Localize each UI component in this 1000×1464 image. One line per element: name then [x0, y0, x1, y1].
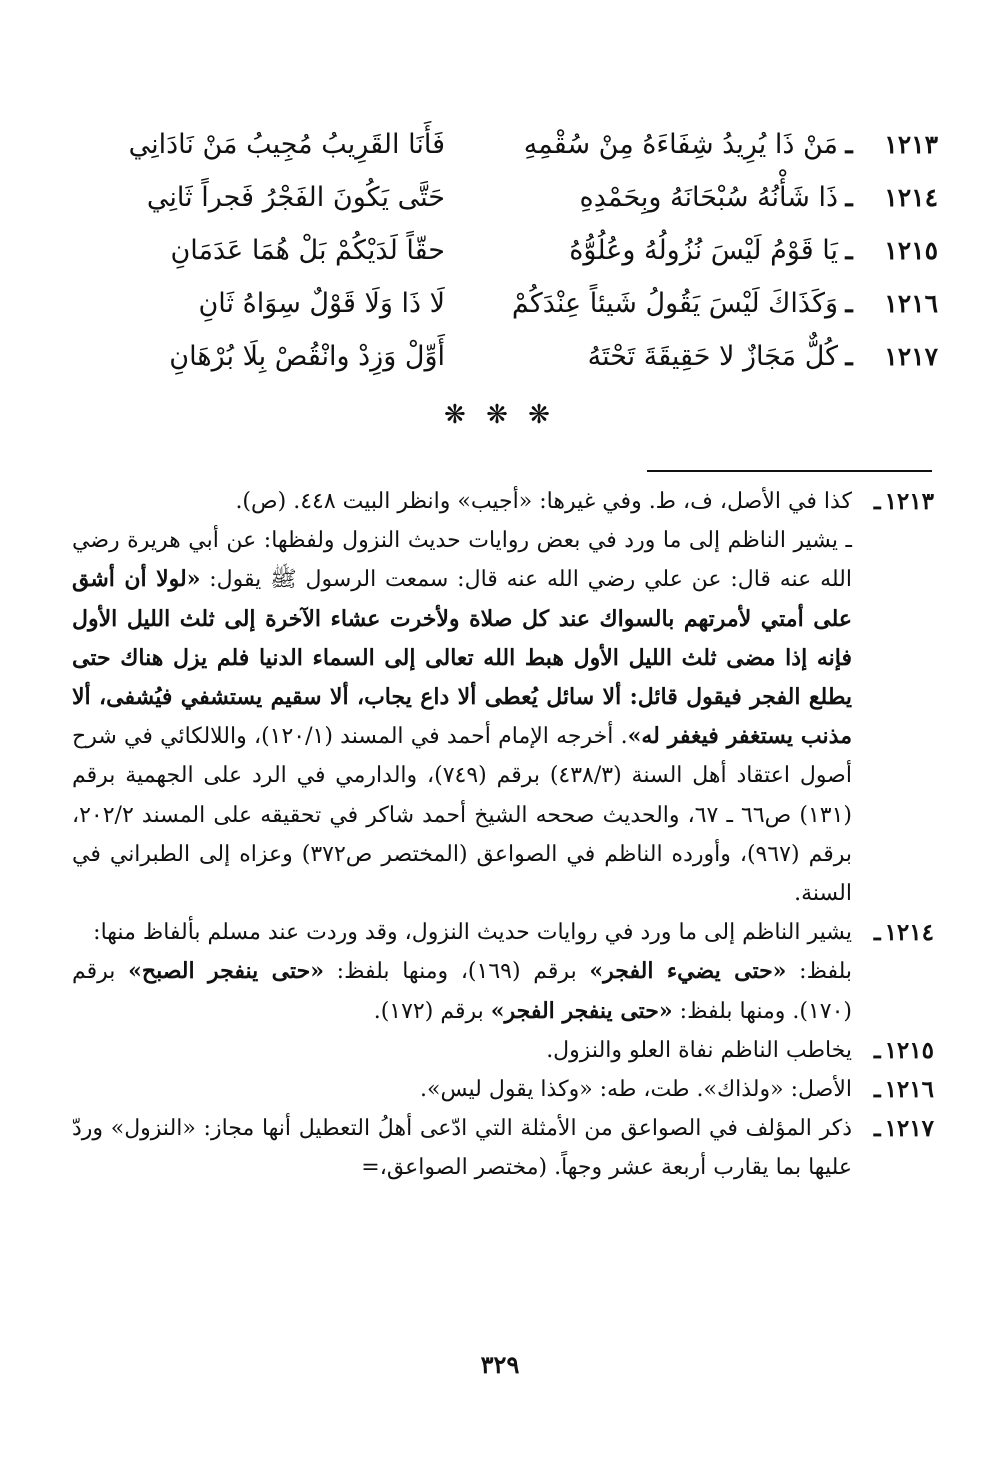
footnote-number: ١٢١٣ـ — [873, 488, 934, 515]
verse-second-hemistich: لَا ذَا وَلَا قَوْلٌ سِوَاهُ ثَانِ — [198, 288, 445, 319]
hadith-quote: «لولا أن أشق على أمتي لأمرتهم بالسواك عند كل صلاة ولأخرت عشاء الآخرة إلى ثلث الليل الأول فإنه إذا مضى ثلث الليل الأول هبط الله تعالى إلى السماء الدنيا فلم يزل هناك حتى يطلع الفجر فيقول قائل: ألا سائل يُعطى ألا داع يجاب، ألا سقيم يستشفي فيُشفى، ألا مذنب يستغفر فيغفر له» — [72, 566, 852, 750]
footnote-1216 — [72, 1070, 934, 1109]
verse-dash: ـ — [845, 289, 853, 318]
verse-number: ١٢١٥ — [884, 236, 938, 265]
verse-dash: ـ — [845, 130, 853, 159]
footnote-number: ١٢١٧ـ — [873, 1115, 934, 1143]
verse-dash: ـ — [845, 342, 853, 371]
verse-number: ١٢١٦ — [884, 289, 938, 318]
verse-row — [68, 277, 938, 330]
footnote-rule — [647, 470, 932, 472]
verse-number: ١٢١٤ — [884, 183, 938, 212]
footnote-body: يخاطب الناظم نفاة العلو والنزول. — [546, 1037, 852, 1063]
footnote-body: الأصل: «ولذاك». طت، طه: «وكذا يقول ليس». — [420, 1077, 852, 1103]
verse-number: ١٢١٧ — [884, 342, 938, 371]
verse-second-hemistich: حقّاً لَدَيْكُمْ بَلْ هُمَا عَدَمَانِ — [170, 235, 445, 266]
verse-second-hemistich: حَتَّى يَكُونَ الفَجْرُ فَجراً ثَانِي — [146, 182, 445, 213]
verse-second-hemistich: أَوِّلْ وَزِدْ وانْقُصْ بِلَا بُرْهَانِ — [169, 341, 445, 372]
footnote-1214 — [72, 913, 934, 1031]
footnote-line: كذا في الأصل، ف، ط. وفي غيرها: «أجيب» وانظر البيت ٤٤٨. (ص). — [235, 489, 852, 514]
verse-first-hemistich: وَكَذَاكَ لَيْسَ يَقُولُ شَيئاً عِنْدَكُمْ — [511, 288, 838, 319]
footnote-line: يشير الناظم إلى ما ورد في روايات حديث النزول، وقد وردت عند مسلم بألفاظ منها: — [93, 920, 852, 946]
page-number: ٣٢٩ — [480, 1350, 520, 1379]
verse-row — [68, 224, 938, 277]
verse-first-hemistich: مَنْ ذَا يُرِيدُ شِفَاءَهُ مِنْ سُقْمِهِ — [523, 129, 838, 160]
footnote-body — [72, 482, 852, 913]
verse-dash: ـ — [845, 183, 853, 212]
footnote-body: ذكر المؤلف في الصواعق من الأمثلة التي ادّعى أهلُ التعطيل أنها مجاز: «النزول» وردّ عليها بما يقارب أربعة عشر وجهاً. (مختصر الصواعق،= — [72, 1116, 852, 1181]
footnote-number: ١٢١٥ـ — [873, 1036, 934, 1064]
verse-number: ١٢١٣ — [884, 130, 938, 159]
footnote-1213 — [72, 482, 934, 913]
verse-row — [68, 118, 938, 171]
poem-verses — [68, 118, 938, 383]
verse-first-hemistich: يَا قَوْمُ لَيْسَ نُزُولُهُ وعُلُوُّهُ — [569, 235, 838, 266]
verse-second-hemistich: فَأَنَا القَرِيبُ مُجِيبُ مَنْ نَادَانِي — [128, 129, 445, 160]
footnotes — [72, 482, 934, 1188]
footnote-1215 — [72, 1031, 934, 1070]
verse-first-hemistich: ذَا شَأْنُهُ سُبْحَانَهُ وبِحَمْدِهِ — [579, 182, 838, 213]
footnote-1217 — [72, 1109, 934, 1187]
footnote-number: ١٢١٦ـ — [873, 1076, 934, 1104]
footnote-number: ١٢١٤ـ — [873, 919, 934, 947]
section-separator-stars: ❋ ❋ ❋ — [444, 400, 556, 430]
footnote-paragraph: بلفظ: «حتى يضيء الفجر» برقم (١٦٩)، ومنها بلفظ: «حتى ينفجر الصبح» برقم (١٧٠). ومنها بلفظ: «حتى ينفجر الفجر» برقم (١٧٢). — [72, 958, 852, 1024]
footnote-paragraph: ـ يشير الناظم إلى ما ورد في بعض روايات حديث النزول ولفظها: عن أبي هريرة رضي الله عنه قال: عن علي رضي الله عنه قال: سمعت الرسول ﷺ يقول: «لولا أن أشق على أمتي لأمرتهم بالسواك عند كل صلاة ولأخرت عشاء الآخرة إلى ثلث الليل الأول فإنه إذا مضى ثلث الليل الأول هبط الله تعالى إلى السماء الدنيا فلم يزل هناك حتى يطلع الفجر فيقول قائل: ألا سائل يُعطى ألا داع يجاب، ألا سقيم يستشفي فيُشفى، ألا مذنب يستغفر فيغفر له». أخرجه الإمام أحمد في المسند (١٢٠/١)، واللالكائي في شرح أصول اعتقاد أهل السنة (٤٣٨/٣) برقم (٧٤٩)، والدارمي في الرد على الجهمية برقم (١٣١) ص٦٦ ـ ٦٧، والحديث صححه الشيخ أحمد شاكر في تحقيقه على المسند ٢٠٢/٢، برقم (٩٦٧)، وأورده الناظم في الصواعق (المختصر ص٣٧٢) وعزاه إلى الطبراني في السنة. — [72, 528, 853, 907]
verse-row — [68, 171, 938, 224]
footnote-body — [72, 913, 852, 1031]
verse-dash: ـ — [845, 236, 853, 265]
verse-first-hemistich: كُلٌّ مَجَازٌ لا حَقِيقَةَ تَحْتَهُ — [587, 341, 838, 372]
verse-row — [68, 330, 938, 383]
